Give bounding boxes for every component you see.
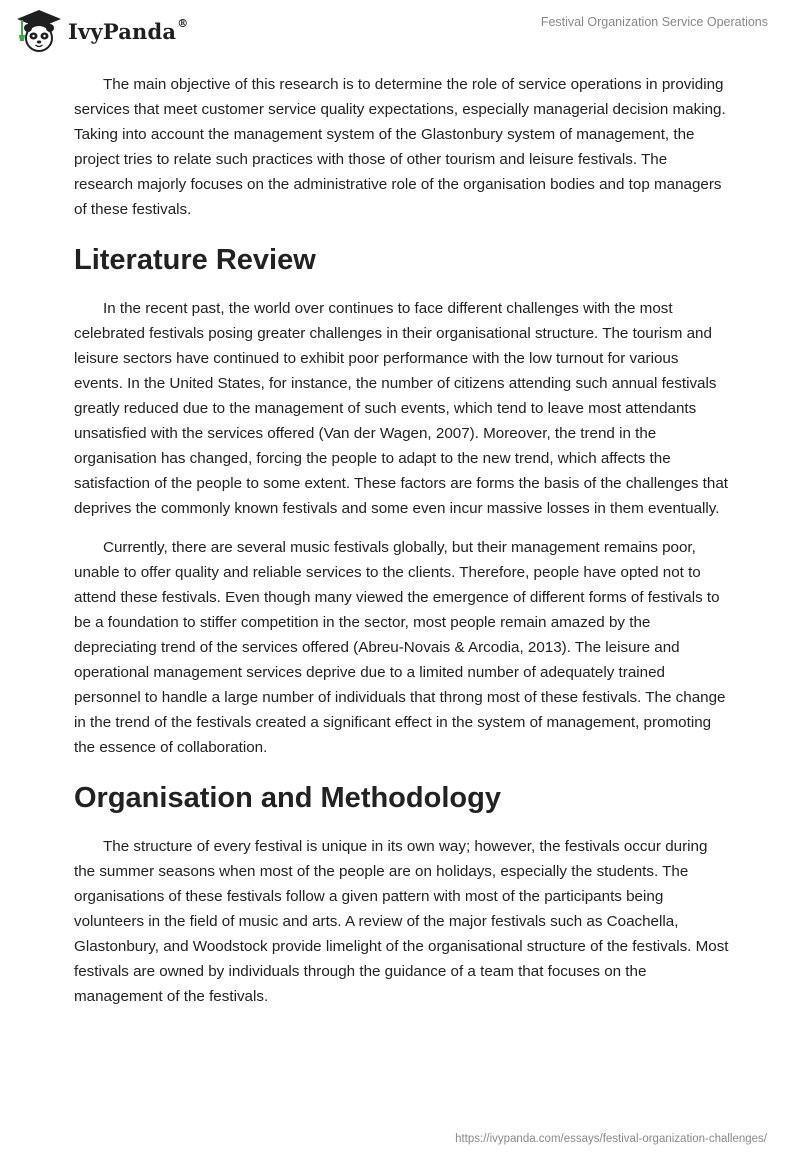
article-body: [74, 72, 730, 1023]
methodology-paragraph-1: The structure of every festival is unique in its own way; however, the festivals occur during the summer seasons when most of the people are on holidays, especially the students. The organisations of these festivals follow a given pattern with most of the participants being volunteers in the field of music and arts. A review of the major festivals such as Coachella, Glastonbury, and Woodstock provide limelight of the organisational structure of the festivals. Most festivals are owned by individuals through the guidance of a team that focuses on the management of the festivals.: [74, 838, 729, 1005]
literature-paragraph-1: In the recent past, the world over continues to face different challenges with the most celebrated festivals posing greater challenges in their organisational structure. The tourism and leisure sectors have continued to exhibit poor performance with the low turnout for various events. In the United States, for instance, the number of citizens attending such annual festivals greatly reduced due to the management of such events, which tend to leave most attendants unsatisfied with the services offered (Van der Wagen, 2007). Moreover, the trend in the organisation has changed, forcing the people to adapt to the new trend, which affects the satisfaction of the people to some extent. These factors are forms the basis of the challenges that deprives the commonly known festivals and some even incur massive losses in them eventually.: [74, 300, 728, 517]
ivypanda-logo[interactable]: [14, 8, 188, 54]
source-url[interactable]: https://ivypanda.com/essays/festival-organization-challenges/: [455, 1133, 767, 1145]
section-heading-organisation-methodology: Organisation and Methodology: [74, 782, 501, 814]
page-header: [0, 0, 800, 68]
document-title: Festival Organization Service Operations: [540, 15, 768, 29]
panda-graduation-icon: [14, 8, 64, 54]
literature-paragraph-2: Currently, there are several music festivals globally, but their management remains poor, unable to offer quality and reliable services to the clients. Therefore, people have opted not to attend these festivals. Even though many viewed the emergence of different forms of festivals to be a foundation to stiffer competition in the sector, most people remain amazed by the depreciating trend of the services offered (Abreu-Novais & Arcodia, 2013). The leisure and operational management services deprive due to a limited number of adequately trained personnel to handle a large number of individuals that throng most of these festivals. The change in the trend of the festivals created a significant effect in the system of management, promoting the essence of collaboration.: [74, 539, 726, 756]
brand-name: IvyPanda®: [68, 16, 189, 44]
section-heading-literature-review: Literature Review: [74, 244, 316, 276]
registered-mark: ®: [177, 16, 189, 30]
intro-paragraph: The main objective of this research is to determine the role of service operations in providing services that meet customer service quality expectations, especially managerial decision making. Taking into account the management system of the Glastonbury system of management, the project tries to relate such practices with those of other tourism and leisure festivals. The research majorly focuses on the administrative role of the organisation bodies and top managers of these festivals.: [74, 76, 726, 218]
